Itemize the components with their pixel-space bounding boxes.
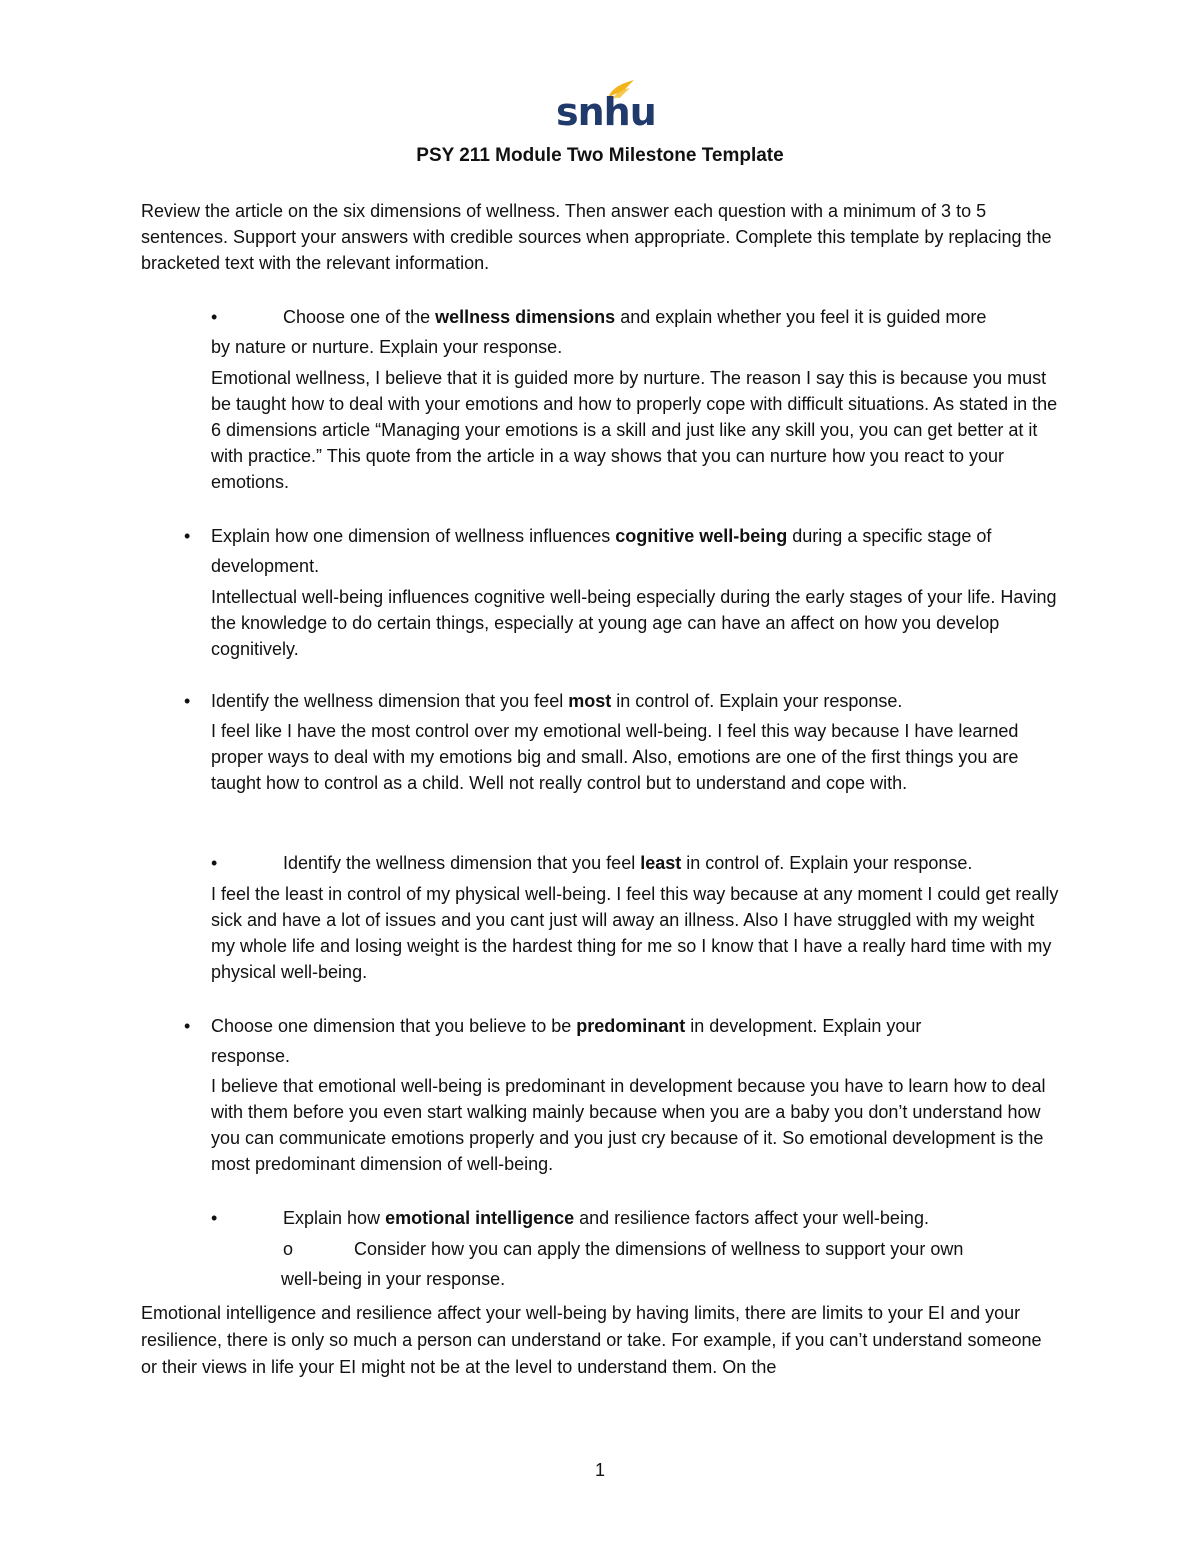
question-text: in development. Explain your bbox=[685, 1016, 922, 1036]
question-text: Choose one dimension that you believe to be bbox=[211, 1016, 577, 1036]
intro-paragraph: Review the article on the six dimensions of wellness. Then answer each question with a minimum of 3 to 5 sentences. Support your answers with credible sources when appropriate. Complete this template by replacing the bracketed text with the relevant information. bbox=[141, 201, 1052, 273]
answer-2: Intellectual well-being influences cognitive well-being especially during the early stages of your life. Having the knowledge to do certain things, especially at young age can have an affect on how you develop cognitively. bbox=[211, 587, 1057, 659]
question-5-line-2: response. bbox=[211, 1046, 291, 1066]
question-5 bbox=[211, 1013, 921, 1039]
logo-wordmark: snhu bbox=[556, 90, 656, 134]
question-emphasis: cognitive well-being bbox=[615, 526, 788, 546]
question-emphasis: emotional intelligence bbox=[385, 1208, 575, 1228]
page-number: 1 bbox=[594, 1460, 605, 1480]
question-emphasis: predominant bbox=[576, 1016, 686, 1036]
question-1 bbox=[283, 304, 986, 330]
question-text: Identify the wellness dimension that you feel bbox=[211, 691, 569, 711]
answer-1: Emotional wellness, I believe that it is guided more by nurture. The reason I say this is because you must be taught how to deal with your emotions and how to properly cope with difficult situations. As stated in the 6 dimensions article “Managing your emotions is a skill and just like any skill you, you can get better at it with practice.” This quote from the article in a way shows that you can nurture how you react to your emotions. bbox=[211, 368, 1058, 492]
answer-5: I believe that emotional well-being is predominant in development because you have to learn how to deal with them before you even start walking mainly because when you are a baby you don’t understand how you can communicate emotions properly and you just cry because of it. So emotional development is the most predominant dimension of well-being. bbox=[211, 1076, 1046, 1174]
question-text: Identify the wellness dimension that you feel bbox=[283, 853, 641, 873]
bullet-icon: • bbox=[211, 307, 218, 327]
question-text: in control of. Explain your response. bbox=[611, 691, 903, 711]
question-emphasis: most bbox=[568, 691, 612, 711]
answer-3: I feel like I have the most control over my emotional well-being. I feel this way because I have learned proper ways to deal with my emotions big and small. Also, emotions are one of the first things you are taught how to control as a child. Well not really control but to understand and cope with. bbox=[211, 721, 1019, 793]
question-6 bbox=[283, 1205, 929, 1231]
question-text: Explain how one dimension of wellness influences bbox=[211, 526, 616, 546]
question-text: Explain how bbox=[283, 1208, 386, 1228]
bullet-icon: • bbox=[211, 853, 218, 873]
question-emphasis: wellness dimensions bbox=[435, 307, 616, 327]
question-3 bbox=[211, 688, 902, 714]
question-2-line-2: development. bbox=[211, 556, 320, 576]
sub-question-line-1: Consider how you can apply the dimensions of wellness to support your own bbox=[354, 1239, 964, 1259]
question-1-line-2: by nature or nurture. Explain your response. bbox=[211, 337, 563, 357]
question-text: in control of. Explain your response. bbox=[681, 853, 973, 873]
question-text: and resilience factors affect your well-being. bbox=[574, 1208, 929, 1228]
bullet-icon: • bbox=[184, 1016, 191, 1036]
sub-question-line-2: well-being in your response. bbox=[281, 1269, 506, 1289]
bullet-icon: • bbox=[211, 1208, 218, 1228]
page-title: PSY 211 Module Two Milestone Template bbox=[416, 145, 784, 166]
question-4 bbox=[283, 850, 972, 876]
question-text: and explain whether you feel it is guided more bbox=[615, 307, 987, 327]
snhu-logo bbox=[556, 78, 656, 134]
question-text: Choose one of the bbox=[283, 307, 436, 327]
question-2 bbox=[211, 523, 991, 549]
question-emphasis: least bbox=[640, 853, 682, 873]
answer-6: Emotional intelligence and resilience affect your well-being by having limits, there are limits to your EI and your resilience, there is only so much a person can understand or take. For example, if you can’t understand someone or their views in life your EI might not be at the level to understand them. On the bbox=[141, 1303, 1042, 1377]
sub-bullet-marker: o bbox=[283, 1239, 294, 1259]
question-text: during a specific stage of bbox=[787, 526, 992, 546]
bullet-icon: • bbox=[184, 691, 191, 711]
answer-4: I feel the least in control of my physical well-being. I feel this way because at any moment I could get really sick and have a lot of issues and you cant just will away an illness. Also I have struggled with my weight my whole life and losing weight is the hardest thing for me so I know that I have a really hard time with my physical well-being. bbox=[211, 884, 1059, 982]
bullet-icon: • bbox=[184, 526, 191, 546]
